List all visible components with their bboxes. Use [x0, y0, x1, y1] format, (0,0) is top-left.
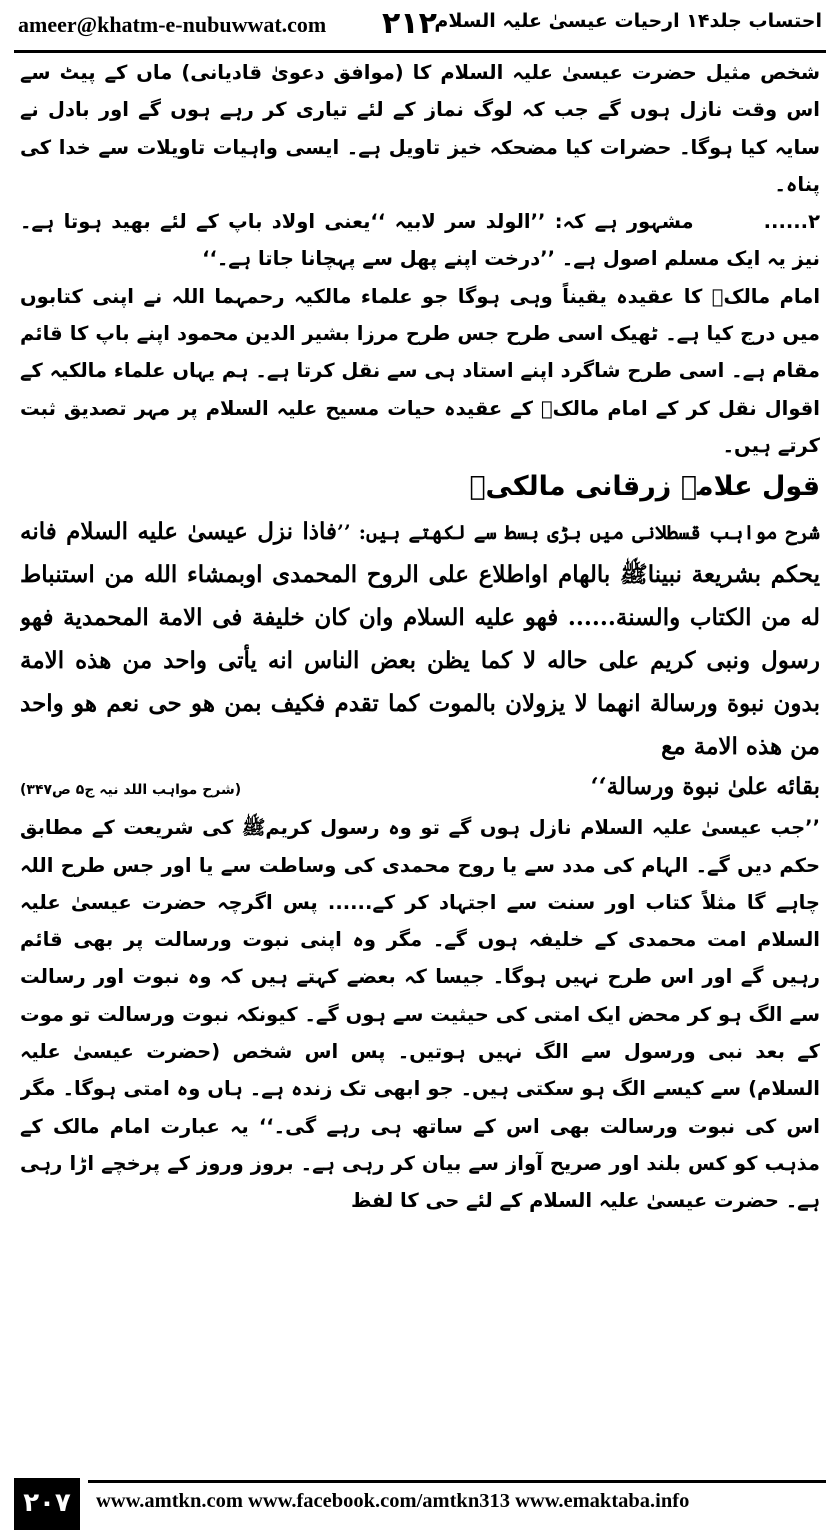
paragraph-2 [20, 203, 820, 278]
footer-divider [88, 1480, 826, 1483]
footer-page-number: ۲۰۷ [14, 1478, 80, 1530]
arabic-quote [20, 510, 820, 768]
paragraph-2-text: مشہور ہے کہ: ’’الولد سر لابیہ ‘‘یعنی اولاد باپ کے لئے بھید ہوتا ہے۔ نیز یہ ایک مسلم اصول ہے۔ ’’درخت اپنے پھل سے پہچانا جاتا ہے۔‘‘ [20, 210, 820, 271]
translation-paragraph: ’’جب عیسیٰ علیہ السلام نازل ہوں گے تو وہ رسول کریمﷺ کی شریعت کے مطابق حکم دیں گے۔ الہام کی مدد سے یا روح محمدی کی وساطت سے یا اور جس طرح اللہ چاہے گا مثلاً کتاب اور سنت سے اجتہاد کر کے...... پس اگرچہ حضرت عیسیٰ علیہ السلام امت محمدی کے خلیفہ ہوں گے۔ مگر وہ اپنی نبوت ورسالت پر بھی قائم رہیں گے اور اس طرح نہیں ہوگا۔ جیسا کہ بعضے کہتے ہیں کہ وہ نبوت اور رسالت سے الگ ہو کر محض ایک امتی کی حیثیت سے ہوں گے۔ کیونکہ نبوت ورسالت تو موت کے بعد نبی ورسول سے الگ نہیں ہوتیں۔ پس اس شخص (حضرت عیسیٰ علیہ السلام) سے کیسے الگ ہو سکتی ہیں۔ جو ابھی تک زندہ ہے۔ ہاں وہ امتی ہوگا۔ مگر اس کی نبوت ورسالت بھی اس کے ساتھ ہی رہے گی۔‘‘ یہ عبارت امام مالک کے مذہب کو کس بلند اور صریح آواز سے بیان کر رہی ہے۔ بروز وروز کے پرخچے اڑا رہی ہے۔ حضرت عیسیٰ علیہ السلام کے لئے حی کا لفظ [20, 816, 820, 1213]
paragraph-1: شخص مثیل حضرت عیسیٰ علیہ السلام کا (موافق دعویٰ قادیانی) ماں کے پیٹ سے اس وقت نازل ہوں گے جب کہ لوگ نماز کے لئے تیاری کر رہے ہوں گے اور بادل نے سایہ کیا ہوگا۔ حضرات کیا مضحکہ خیز تاویل ہے۔ ایسی واہیات تاویلات سے خدا کی پناہ۔ [20, 61, 820, 196]
arabic-quote-end [20, 768, 820, 809]
page-body [20, 54, 820, 1472]
header-email: ameer@khatm-e-nubuwwat.com [18, 12, 327, 37]
quote-reference: (شرح مواہب اللد نیہ ج۵ ص۳۴۷) [20, 782, 242, 799]
section-heading: قول علامہ زرقانی مالکیؒ [469, 471, 820, 503]
arabic-quote-text: فاذا نزل عیسیٰ علیه السلام فانه یحکم بشریعة نبیناﷺ بالهام اواطلاع علی الروح المحمدی اوبمشاء الله من استنباط له من الکتاب والسنة...... فهو علیه السلام وان کان خلیفة فی الامة المحمدیة فهو رسول ونبی کریم علی حاله لا کما یظن بعض الناس انه یأتی واحد من هذه الامة بدون نبوة ورسالة انهما لا یزولان بالموت کما تقدم فکیف بمن هو حی نعم هو واحد من هذه الامة مع [20, 518, 820, 761]
arabic-quote-last-line: بقائه علیٰ نبوة ورسالة‘‘ [590, 773, 820, 801]
page-header [14, 6, 826, 46]
header-page-number: ۲۱۲ [382, 6, 437, 41]
header-title: احتساب جلد۱۴ ارحیات عیسیٰ علیہ السلام [434, 10, 822, 32]
paragraph-2-number: ۲...... [763, 210, 820, 234]
header-divider [14, 50, 826, 53]
footer-links: www.amtkn.com www.facebook.com/amtkn313 www.emaktaba.info [96, 1490, 690, 1512]
quote-intro: شرح مواہب قسطلانی میں بڑی بسط سے لکھتے ہیں: ’’ [337, 521, 820, 545]
paragraph-3: امام مالکؒ کا عقیدہ یقیناً وہی ہوگا جو علماء مالکیہ رحمہما اللہ نے اپنی کتابوں میں درج کیا ہے۔ ٹھیک اسی طرح جس طرح مرزا بشیر الدین محمود اپنے باپ کا قائم مقام ہے۔ اسی طرح شاگرد اپنے استاد ہی سے نقل کرتا ہے۔ ہم یہاں علماء مالکیہ کے اقوال نقل کر کے امام مالکؒ کے عقیدہ حیات مسیح علیہ السلام پر مہر تصدیق ثبت کرتے ہیں۔ [20, 284, 820, 457]
